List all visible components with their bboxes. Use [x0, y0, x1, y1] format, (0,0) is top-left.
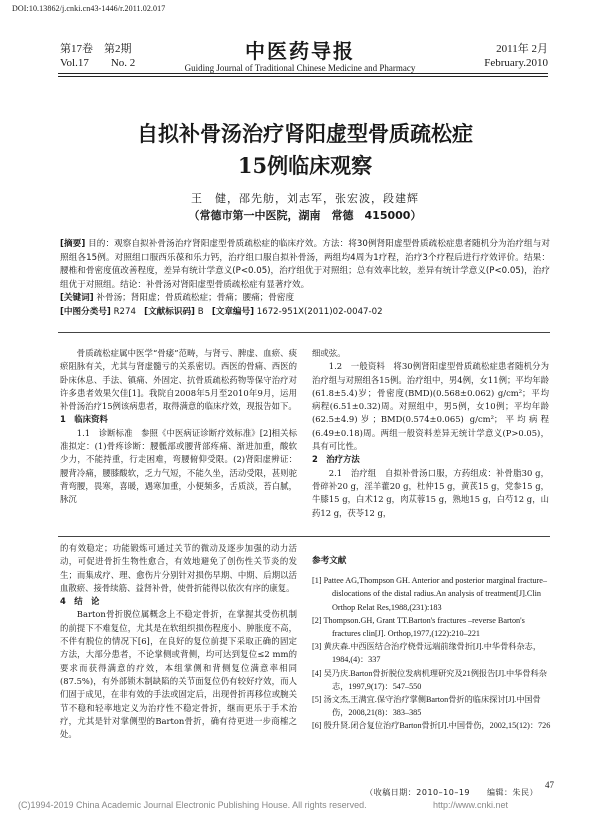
article-no-value: 1672-951X(2011)02-0047-02 [256, 306, 383, 317]
doc-code-value: B [197, 306, 204, 317]
abstract-block [60, 238, 550, 320]
keywords-label: [关键词] [60, 293, 94, 304]
volume-info [60, 42, 135, 70]
continuation-text: 细或弦。 [312, 348, 346, 358]
reference-item: [5] 汤文杰,王满宜.保守治疗掌侧Barton骨折的临床探讨[J].中国骨伤，2008,21(8)：383–385 [312, 695, 541, 718]
references-heading: 参考文献 [312, 556, 347, 566]
section-heading-2: 2 治疗方法 [312, 454, 360, 465]
journal-title-cn: 中医药导报 [245, 39, 355, 63]
treatment-paragraph: 2.1 治疗组 自拟补骨汤口服，方药组成：补骨脂30 g，骨碎补20 g，淫羊藿20 g，杜仲15 g，黄芪15 g，党参15 g，牛膝15 g，白术12 g，肉苁蓉15 g，熟地15 g，白芍12 g，山药12 g，茯苓12 g， [312, 467, 549, 518]
body-column-left-top [60, 347, 297, 507]
doi-line: DOI:10.13862/j.cnki.cn43-1446/r.2011.02.017 [12, 4, 166, 13]
cnki-link[interactable]: http://www.cnki.net [432, 800, 508, 810]
journal-masthead [175, 40, 425, 75]
header-rule-thick [58, 73, 548, 74]
journal-title-en: Guiding Journal of Traditional Chinese Medicine and Pharmacy [184, 63, 416, 73]
article-title [40, 118, 570, 182]
section-heading-4: 4 结 论 [60, 596, 100, 607]
conclusion-paragraph: Barton骨折脱位属概念上不稳定骨折，在掌握其受伤机制的前提下不难复位，尤其是在软组织损伤程度小、肿胀度不高，不伴有脱位的情况下[6]，在良好的复位前提下采取正确的固定方法，大部分患者，不论掌侧或背侧，均可达到复位≤2 mm的要求而获得满意的疗效，本组掌侧和背侧复位满意率相同(87.5%)，有外部锁木制缺陷的关节面复位仍有较好疗效，而人们固于成见，在非有效的手法或固定后，出现骨折再移位或腕关节不稳和轻率地定义为治疗性不稳定骨折，继而更乐于手术治疗，尤其是针对掌侧型的Barton骨折，确有待更进一步商榷之处。 [60, 609, 297, 740]
reference-item: [2] Thompson.GH, Grant TT.Barton's fractures –reverse Barton's fractures clin[J]. Orthop,1977,(122):210–221 [312, 615, 525, 639]
abstract-rule [58, 332, 550, 333]
header-rule-thin [58, 76, 548, 77]
abstract-paragraph [60, 238, 550, 292]
general-data-paragraph: 1.2 一般资料 将30例肾阳虚型骨质疏松症患者随机分为治疗组与对照组各15例。治疗组中，男4例，女11例；平均年龄(61.8±5.4)岁；骨密度(BMD)(0.568±0.062) g/cm²；平均病程(6.51±0.32)周。对照组中，男5例，女10例；平均年龄(62.5±4.9)岁；BMD(0.574±0.065) g/cm²；平均病程(6.49±0.18)周。两组一般资料差异无统计学意义(P>0.05)，具有可比性。 [312, 361, 549, 452]
intro-paragraph: 骨质疏松症属中医学“骨痿”范畴，与肾亏、脾虚、血瘀、痰瘀阻脉有关，尤其与肾虚髓亏的关系密切。西医的骨痛、西医的卧床休息、手法、镇痛、外固定、抗骨质疏松药物等保守治疗对许多患者效果欠佳[1]。我院自2008年5月至2010年9月，运用补骨汤治疗15例该病患者，取得满意的临床疗效，现报告如下。 [60, 348, 297, 412]
article-title-line-1: 自拟补骨汤治疗肾阳虚型骨质疏松症 [137, 121, 473, 146]
issue-date-cn: 2011年 2月 [496, 43, 548, 55]
mid-page-rule [58, 536, 550, 537]
article-no-label: [文章编号] [211, 306, 255, 317]
doc-code-label: [文献标识码] [144, 306, 195, 317]
article-title-line-2: 15例临床观察 [237, 153, 373, 178]
reference-item: [6] 殷升贤.闭合复位治疗Barton骨折[J].中国骨伤，2002,15(12)：726 [312, 721, 551, 731]
reference-item: [4] 吴乃庆.Barton骨折脱位发病机理研究及21例报告[J].中华骨科杂志，1997,9(17)：547–550 [312, 668, 547, 691]
issue-date-en: February.2010 [484, 57, 548, 69]
affiliation: （常德市第一中医院，湖南 常德 415000） [188, 209, 422, 222]
clc-label: [中图分类号] [60, 306, 111, 317]
volume-en: Vol.17 No. 2 [60, 57, 136, 69]
abstract-text: 目的：观察自拟补骨汤治疗肾阳虚型骨质疏松症的临床疗效。方法：将30例肾阳虚型骨质疏松症患者随机分为治疗组与对照组各15例。对照组口服西乐葆和乐力钙，治疗组口服自拟补骨汤，两组均4周为1疗程，治疗3个疗程后进行疗效评价。结果：腰椎和骨密度值改善程度，差异有统计学意义(P<0.05)，治疗组优于对照组；总有效率比较，差异有统计学意义(P<0.05)，治疗组优于对照组。结论：补骨汤对肾阳虚型骨质疏松症有显著疗效。 [60, 239, 550, 290]
reference-item: [3] 黄庆森.中西医结合治疗桡骨远端前缘骨折[J].中华骨科杂志，1984,(4)：337 [312, 642, 542, 665]
author-list: 王 健，邵先舫，刘志军，张宏波，段建辉 [191, 192, 419, 205]
page-number: 47 [545, 780, 554, 790]
classification-row [60, 306, 550, 320]
received-date-note: （收稿日期：2010–10–19 编辑：朱民） [365, 788, 538, 797]
volume-cn: 第17卷 第2期 [60, 43, 132, 55]
clc-value: R274 [113, 306, 136, 317]
copyright-notice: (C)1994-2019 China Academic Journal Electronic Publishing House. All rights reserved. [18, 800, 367, 810]
diagnosis-paragraph: 1.1 诊断标准 参照《中医病证诊断疗效标准》[2]相关标准拟定：(1)骨疼诊断：腰骶部或腰背部疼痛、渐进加重，酸软少力，不能持重，行走困难，弯腰俯仰受限。(2)肾阳虚辨证：腰背冷痛，腰膝酸软，乏力气短，不能久坐，活动受限，甚则驼背弯腰，畏寒，喜暖，遇寒加重，小便频多，舌质淡，苔白腻，脉沉 [60, 427, 297, 505]
keywords-text: 补骨汤；肾阳虚；骨质疏松症；骨痛；腰痛；骨密度 [96, 293, 295, 304]
body-column-left-bottom [60, 542, 297, 741]
reference-item: [1] Pattee AG,Thompson GH. Anterior and posterior marginal fracture–dislocations of the distal radius.An analysis of treatment[J].Clin Orthop Relat Res,1988,(231):183 [312, 576, 547, 612]
issue-date [484, 42, 548, 70]
section-heading-1: 1 临床资料 [60, 414, 108, 425]
continued-paragraph: 的有效稳定；功能锻炼可通过关节的微动及逐步加强的动力活动，可促进骨折生物性愈合，有效地避免了创伤性关节炎的发生；而集成疗、理、愈伤片分别针对损伤早期、中期、后期以活血散瘀、接骨续筋、益肾补骨，使骨折能得以依次有序的康复。 [60, 543, 297, 593]
references-block [312, 555, 552, 733]
abstract-label: [摘要] [60, 239, 86, 249]
body-column-right-top [312, 347, 549, 520]
keywords-row [60, 292, 550, 306]
